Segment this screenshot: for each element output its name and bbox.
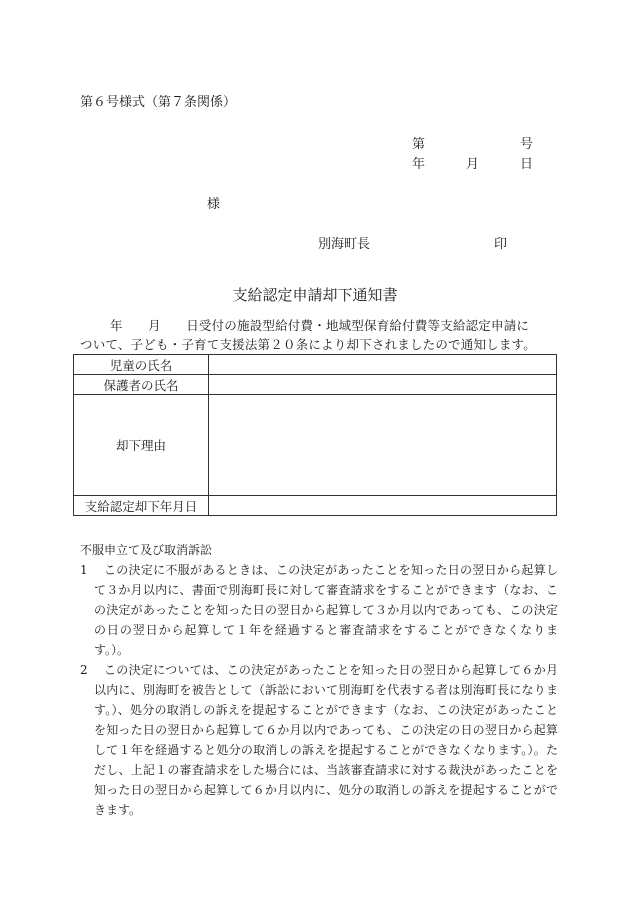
reason-label: 却下理由 xyxy=(74,395,209,496)
notes-heading: 不服申立て及び取消訴訟 xyxy=(80,543,213,557)
doc-number-dai: 第 xyxy=(412,137,426,152)
rejection-date-field[interactable] xyxy=(209,496,557,516)
date-month: 月 xyxy=(466,157,480,172)
note-number: 2 xyxy=(80,663,88,677)
reason-field[interactable] xyxy=(209,395,557,496)
note-text: この決定に不服があるときは、この決定があったことを知った日の翌日から起算して３か月以内に、書面で別海町長に対して審査請求をすることができます（なお、この決定があったことを知った日の翌日から起算して３か月以内であっても、この決定の日の翌日から起算して１年を経過すると審査請求をすることができなくなります。）。 xyxy=(94,563,558,657)
note-item xyxy=(80,660,558,820)
appeal-notes xyxy=(80,540,558,820)
issuer-name: 別海町長 xyxy=(318,237,371,252)
intro-line-1: 年 月 日受付の施設型給付費・地域型保育給付費等支給認定申請に xyxy=(110,318,530,333)
note-text: この決定については、この決定があったことを知った日の翌日から起算して６か月以内に、別海町を被告として（訴訟において別海町を代表する者は別海町長になります。）、処分の取消しの訴えを提起することができます（なお、この決定があったことを知った日の翌日から起算して６か月以内であっても、この決定の日の翌日から起算して１年を経過すると処分の取消しの訴えを提起することができなくなります。）。ただし、上記１の審査請求をした場合には、当該審査請求に対する裁決があったことを知った日の翌日から起算して６か月以内に、処分の取消しの訴えを提起することができます。 xyxy=(94,663,558,817)
application-info-table xyxy=(73,354,557,516)
recipient-suffix: 様 xyxy=(207,197,221,212)
intro-line-2: ついて、子ども・子育て支援法第２０条により却下されましたので通知します。 xyxy=(80,337,536,352)
doc-number-go: 号 xyxy=(520,137,534,152)
note-item xyxy=(80,560,558,660)
guardian-name-field[interactable] xyxy=(209,375,557,395)
guardian-name-label: 保護者の氏名 xyxy=(74,375,209,395)
rejection-date-label: 支給認定却下年月日 xyxy=(74,496,209,516)
note-number: 1 xyxy=(80,563,88,577)
document-title: 支給認定申請却下通知書 xyxy=(232,286,398,304)
child-name-label: 児童の氏名 xyxy=(74,355,209,375)
form-label: 第６号様式（第７条関係） xyxy=(80,95,237,110)
child-name-field[interactable] xyxy=(209,355,557,375)
issuer-seal: 印 xyxy=(494,237,508,252)
date-year: 年 xyxy=(412,157,426,172)
date-day: 日 xyxy=(520,157,534,172)
